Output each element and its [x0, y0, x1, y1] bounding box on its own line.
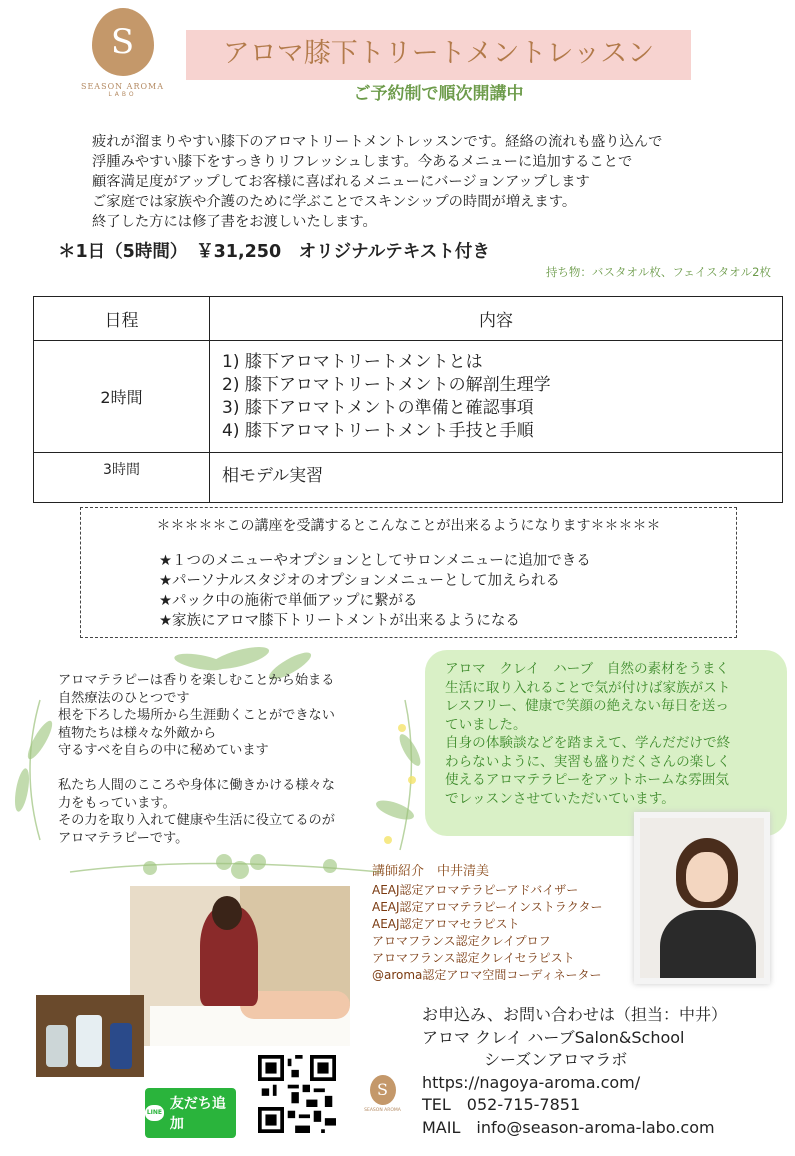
benefit-item: ★家族にアロマ膝下トリートメントが出来るようになる: [159, 613, 520, 629]
intro-line: 終了した方には修了書をお渡しいたします。: [92, 214, 377, 230]
credential-item: @aroma認定アロマ空間コーディネーター: [372, 968, 602, 982]
table-row: [34, 453, 783, 503]
credential-item: AEAJ認定アロマセラピスト: [372, 917, 520, 931]
page-subtitle: ご予約制で順次開講中: [353, 84, 524, 104]
salon-name-katakana: シーズンアロマラボ: [484, 1050, 628, 1069]
salon-line: レスフリー、健康で笑顔の絶えない毎日を送っ: [445, 698, 729, 714]
aroma-line: 私たち人間のこころや身体に働きかける様々な: [58, 778, 335, 793]
aroma-line: 植物たちは様々な外敵から: [58, 725, 217, 741]
content-item: 2) 膝下アロマトリートメントの解剖生理学: [222, 374, 551, 395]
aroma-line: [58, 760, 335, 778]
page-title: アロマ膝下トリートメントレッスン: [222, 38, 655, 69]
header-schedule: 日程: [34, 297, 210, 341]
instructor-photo: [634, 812, 770, 984]
benefits-box: [80, 507, 737, 638]
aroma-line: 守るすべを自らの中に秘めています: [58, 743, 269, 758]
leaf-logo-icon: S: [370, 1075, 396, 1105]
leaf-logo-icon: S: [92, 8, 154, 76]
benefit-item: ★１つのメニューやオプションとしてサロンメニューに追加できる: [159, 553, 591, 569]
price-line: ＊1日（5時間） ￥31,250 オリジナルテキスト付き: [58, 242, 490, 262]
salon-line: 使えるアロマテラピーをアットホームな雰囲気: [445, 772, 729, 788]
intro-line: ご家庭では家族や介護のために学ぶことでスキンシップの時間が増えます。: [92, 194, 577, 210]
row-time: 2時間: [34, 341, 210, 453]
credential-item: アロマフランス認定クレイセラピスト: [372, 951, 575, 965]
salon-name: アロマ クレイ ハーブSalon&School: [422, 1027, 685, 1047]
salon-line: 生活に取り入れることで気が付けば家族がスト: [445, 679, 731, 696]
salon-line: アロマ クレイ ハーブ 自然の素材をうまく: [445, 661, 730, 677]
contact-heading: お申込み、お問い合わせは（担当：中井）: [422, 1005, 727, 1024]
aroma-line: アロマテラピーです。: [58, 830, 189, 846]
benefits-heading: ＊＊＊＊＊この講座を受講するとこんなことが出来るようになります＊＊＊＊＊: [156, 518, 661, 534]
aromatherapy-text: [58, 672, 335, 847]
instructor-section: [372, 860, 602, 984]
content-item: 1) 膝下アロマトリートメントとは: [222, 351, 483, 372]
intro-line: 浮腫みやすい膝下をすっきりリフレッシュします。今あるメニューに追加することで: [92, 154, 633, 170]
intro-line: 顧客満足度がアップしてお客様に喜ばれるメニューにバージョンアップします: [92, 174, 590, 190]
title-banner: [186, 30, 691, 80]
content-item: 3) 膝下アロマトメントの準備と確認事項: [222, 397, 534, 418]
instructor-heading: 講師紹介 中井清美: [372, 864, 490, 879]
season-aroma-small-logo: [360, 1075, 405, 1135]
schedule-table: [33, 296, 783, 503]
line-add-friend-button[interactable]: [145, 1088, 236, 1138]
aroma-line: 根を下ろした場所から生涯動くことができない: [58, 708, 335, 723]
row-content: [210, 341, 783, 453]
treatment-photo: [130, 886, 350, 1046]
content-item: 相モデル実習: [222, 466, 324, 486]
items-to-bring: 持ち物：バスタオル枚、フェイスタオル2枚: [545, 265, 771, 279]
credential-item: AEAJ認定アロマテラピーインストラクター: [372, 900, 603, 914]
aroma-line: その力を取り入れて健康や生活に役立てるのが: [58, 813, 335, 828]
bottles-photo: [36, 995, 144, 1077]
aroma-line: 力をもっています。: [58, 795, 176, 811]
email-link[interactable]: MAIL info@season-aroma-labo.com: [422, 1117, 715, 1137]
logo-brand-text: SEASON AROMA: [364, 1108, 401, 1113]
salon-intro-box: [425, 650, 787, 836]
line-icon: LINE: [145, 1105, 164, 1121]
logo-brand-text: SEASON AROMA: [80, 82, 164, 91]
intro-line: 疲れが溜まりやすい膝下のアロマトリートメントレッスンです。経絡の流れも盛り込んで: [92, 134, 663, 150]
header-content: 内容: [210, 297, 783, 341]
aroma-line: 自然療法のひとつです: [58, 690, 190, 706]
qr-code-icon[interactable]: [258, 1055, 336, 1133]
logo-sub-text: LABO: [108, 91, 137, 98]
contact-info: [422, 1004, 727, 1139]
benefit-item: ★パーソナルスタジオのオプションメニューとして加えられる: [159, 573, 561, 589]
table-row: [34, 341, 783, 453]
table-header-row: [34, 297, 783, 341]
credential-item: AEAJ認定アロマテラピーアドバイザー: [372, 883, 579, 897]
phone-number[interactable]: TEL 052-715-7851: [422, 1095, 581, 1114]
website-link[interactable]: https://nagoya-aroma.com/: [422, 1072, 641, 1092]
season-aroma-logo: [70, 8, 175, 108]
line-button-label: 友だち追加: [169, 1096, 226, 1132]
salon-line: わらないように、実習も盛りだくさんの楽しく: [445, 753, 731, 770]
salon-line: 自身の体験談などを踏まえて、学んだだけで終: [445, 735, 731, 751]
aroma-line: アロマテラピーは香りを楽しむことから始まる: [58, 673, 335, 688]
benefit-item: ★パック中の施術で単価アップに繋がる: [159, 593, 418, 609]
salon-line: でレッスンさせていただいています。: [445, 790, 675, 807]
content-item: 4) 膝下アロマトリートメント手技と手順: [222, 420, 534, 441]
intro-paragraph: [92, 132, 772, 232]
row-time: 3時間: [34, 453, 210, 503]
salon-line: ていました。: [445, 716, 527, 733]
row-content: [210, 453, 783, 503]
credential-item: アロマフランス認定クレイプロフ: [372, 934, 551, 948]
